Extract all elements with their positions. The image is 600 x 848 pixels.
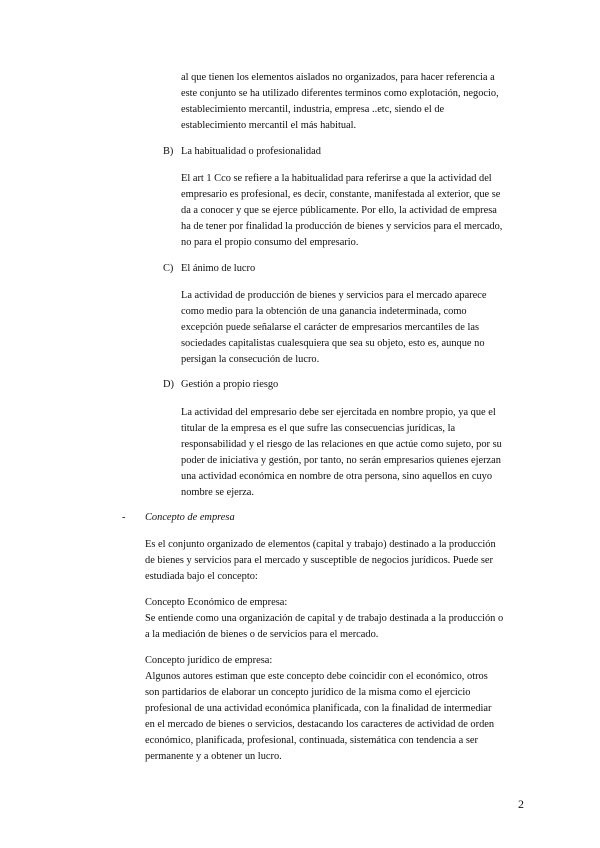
text-line: no para el propio consumo del empresario. [181,237,359,248]
text-line: al que tienen los elementos aislados no organizados, para hacer referencia a [181,72,495,83]
text-line: son partidarios de elaborar un concepto jurídico de la misma como el ejercicio [145,687,471,698]
text-line: como medio para la obtención de una ganancia indeterminada, como [181,306,467,317]
text-line: ha de tener por finalidad la producción de bienes y servicios para el mercado, [181,221,503,232]
section-b-heading [163,144,523,160]
intro-paragraph [181,70,526,134]
text-line: titular de la empresa es el que sufre las consecuencias jurídicas, la [181,423,456,434]
text-line: responsabilidad y el riesgo de las relaciones en que actúe como sujeto, por su [181,439,502,450]
concepto-economico [145,595,535,643]
text-line: permanente y a obtener un lucro. [145,751,282,762]
text-line: poder de iniciativa y gestión, por tanto, no serán empresarios quienes ejerzan [181,455,501,466]
text-line: este conjunto se ha utilizado diferentes terminos como explotación, negocio, [181,88,499,99]
concepto-body [145,537,535,585]
text-line: estudiada bajo el concepto: [145,571,258,582]
text-line: excepción puede señalarse el carácter de empresarios mercantiles de las [181,322,479,333]
section-c-heading [163,261,523,277]
text-line: La actividad del empresario debe ser ejercitada en nombre propio, ya que el [181,407,496,418]
text-line: Se entiende como una organización de capital y de trabajo destinada a la producción o [145,613,504,624]
text-line: de bienes y servicios para el mercado y susceptible de negocios jurídicos. Puede ser [145,555,493,566]
section-b-body [181,171,526,251]
text-line: persigan la consecución de lucro. [181,354,320,365]
section-letter: C) [163,263,174,274]
section-title: La habitualidad o profesionalidad [181,146,321,157]
section-letter: B) [163,146,174,157]
text-line: en el mercado de bienes o servicios, destacando los caracteres de actividad de orden [145,719,495,730]
concepto-heading [122,510,422,526]
text-line: La actividad de producción de bienes y servicios para el mercado aparece [181,290,487,301]
text-line: profesional de una actividad económica planificada, con la finalidad de intermediar [145,703,492,714]
text-line: El art 1 Cco se refiere a la habitualidad para referirse a que la actividad del [181,173,492,184]
text-line: sociedades capitalistas cualesquiera que sea su objeto, esto es, aunque no [181,338,485,349]
text-line: económico, planificada, profesional, continuada, sistemática con tendencia a ser [145,735,478,746]
text-line: Es el conjunto organizado de elementos (capital y trabajo) destinado a la producción [145,539,496,550]
subheading-line: Concepto Económico de empresa: [145,597,288,608]
section-title: Gestión a propio riesgo [181,379,279,390]
section-title: El ánimo de lucro [181,263,256,274]
text-line: establecimiento mercantil, industria, empresa ..etc, siendo el de [181,104,445,115]
text-line: da a conocer y que se ejerce públicamente. Por ello, la actividad de empresa [181,205,497,216]
text-line: nombre se ejerza. [181,487,254,498]
list-dash: - [122,512,126,523]
section-d-heading [163,377,523,393]
text-line: Algunos autores estiman que este concepto debe coincidir con el económico, otros [145,671,488,682]
subheading-line: Concepto jurídico de empresa: [145,655,273,666]
section-c-body [181,288,526,368]
text-line: establecimiento mercantil el más habitual. [181,120,357,131]
section-title: Concepto de empresa [145,512,235,523]
concepto-juridico [145,653,535,765]
text-line: a la mediación de bienes o de servicios para el mercado. [145,629,379,640]
section-d-body [181,405,526,501]
page-number: 2 [518,797,524,811]
text-line: empresario es profesional, es decir, constante, manifestada al exterior, que se [181,189,501,200]
section-letter: D) [163,379,174,390]
text-line: una actividad económica en nombre de otra persona, sino aquellos en cuyo [181,471,493,482]
